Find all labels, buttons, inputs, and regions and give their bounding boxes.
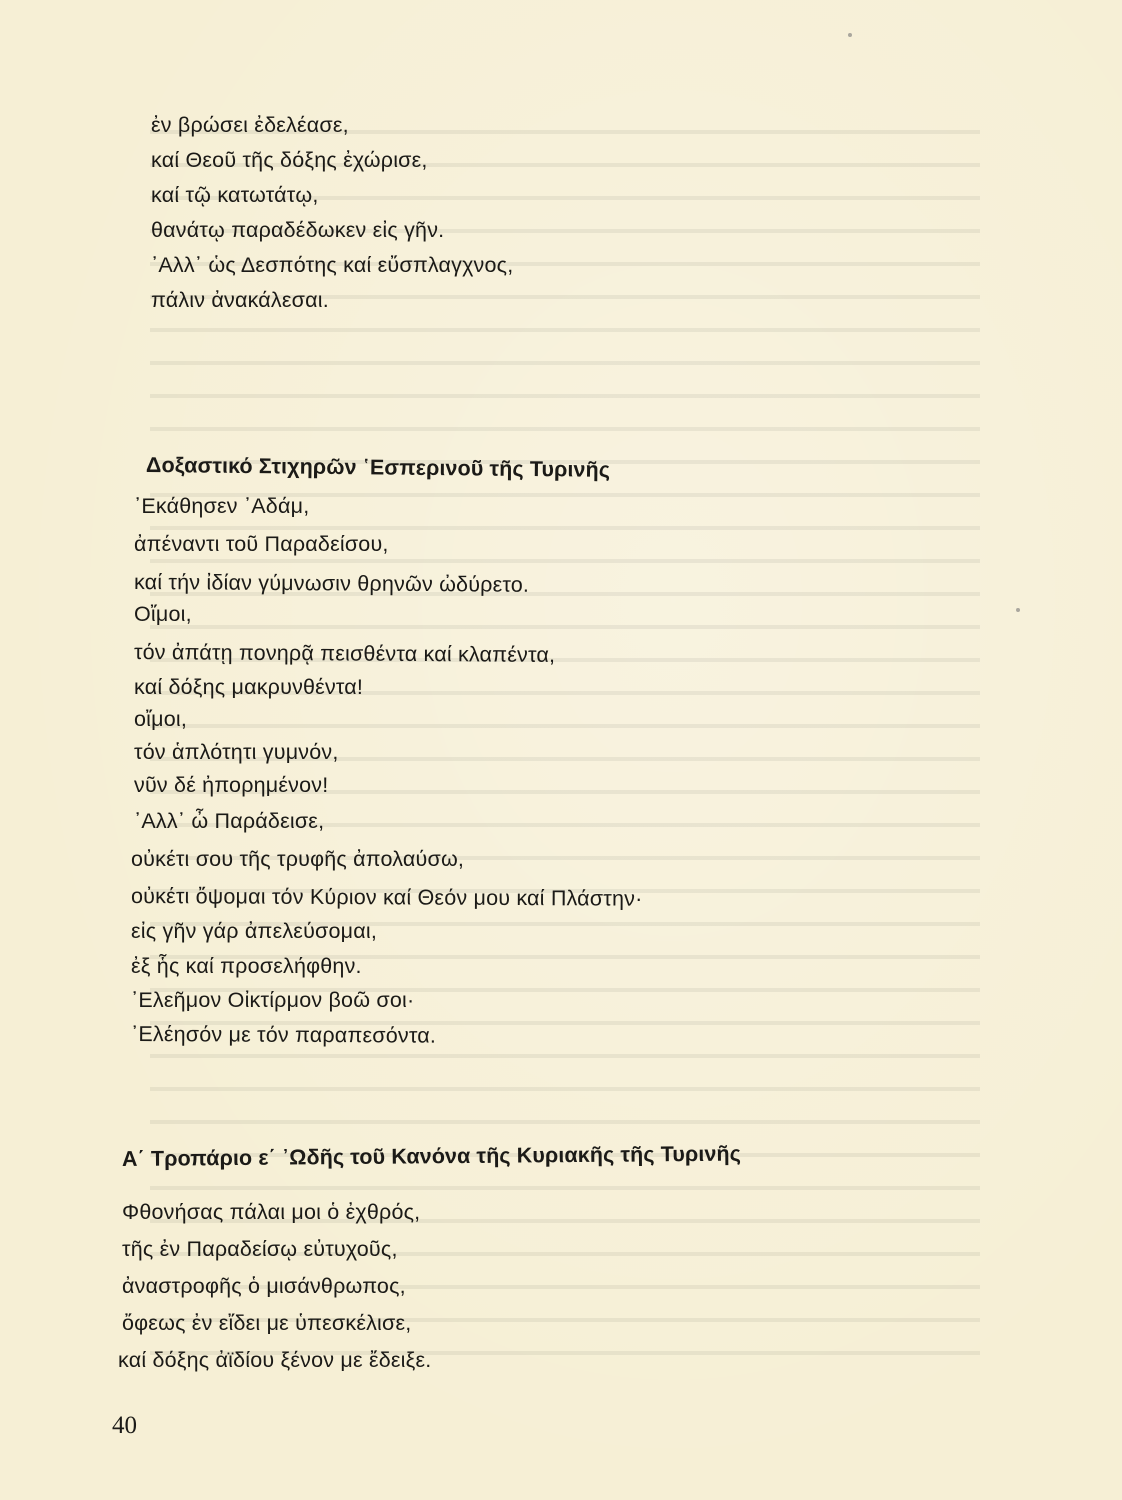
verse-line: ᾿Εκάθησεν ᾿Αδάμ, <box>134 494 310 518</box>
verse-line: οἴμοι, <box>134 707 188 731</box>
verse-line: Οἴμοι, <box>134 602 192 626</box>
verse-line: ᾿Ελεῆμον Οἰκτίρμον βοῶ σοι· <box>131 988 415 1012</box>
verse-line: θανάτῳ παραδέδωκεν εἰς γῆν. <box>151 218 445 242</box>
verse-line: καί δόξης ἀϊδίου ξένον με ἔδειξε. <box>118 1348 432 1372</box>
verse-line: τῆς ἐν Παραδείσῳ εὐτυχοῦς, <box>122 1237 398 1261</box>
verse-line: καί δόξης μακρυνθέντα! <box>134 675 364 699</box>
verse-line: οὐκέτι σου τῆς τρυφῆς ἀπολαύσω, <box>131 847 465 871</box>
paper-speck <box>848 33 852 37</box>
verse-line: ᾿Αλλ᾿ ὡς Δεσπότης καί εὔσπλαγχνος, <box>151 253 514 277</box>
verse-line: ᾿Ελέησόν με τόν παραπεσόντα. <box>130 1022 437 1048</box>
verse-line: τόν ἁπλότητι γυμνόν, <box>134 740 339 764</box>
verse-line: ᾿Αλλ᾿ ὦ Παράδεισε, <box>134 809 325 833</box>
verse-line: ἐξ ἧς καί προσελήφθην. <box>131 954 362 978</box>
page-number: 40 <box>112 1412 137 1439</box>
verse-line: ὄφεως ἐν εἴδει με ὑπεσκέλισε, <box>122 1311 412 1335</box>
verse-line: ἀπέναντι τοῦ Παραδείσου, <box>134 532 389 556</box>
verse-line: καί Θεοῦ τῆς δόξης ἐχώρισε, <box>151 148 428 172</box>
verse-line: καί τῷ κατωτάτῳ, <box>151 183 319 207</box>
verse-line: τόν ἀπάτῃ πονηρᾷ πεισθέντα καί κλαπέντα, <box>133 640 556 667</box>
paper-speck <box>1016 608 1020 612</box>
verse-line: εἰς γῆν γάρ ἀπελεύσομαι, <box>131 919 378 943</box>
section-heading: Δοξαστικό Στιχηρῶν ῾Εσπερινοῦ τῆς Τυρινῆς <box>145 453 611 482</box>
verse-line: ἐν βρώσει ἐδελέασε, <box>151 113 349 137</box>
verse-line: καί τήν ἰδίαν γύμνωσιν θρηνῶν ὠδύρετο. <box>133 570 530 597</box>
verse-line: Φθονήσας πάλαι μοι ὁ ἐχθρός, <box>122 1200 421 1224</box>
verse-line: ἀναστροφῆς ὁ μισάνθρωπος, <box>122 1274 406 1298</box>
verse-line: οὐκέτι ὄψομαι τόν Κύριον καί Θεόν μου καί Πλάστην· <box>130 884 643 911</box>
section-heading: Α΄ Τροπάριο ε΄ ᾿Ωδῆς τοῦ Κανόνα τῆς Κυριακῆς τῆς Τυρινῆς <box>121 1141 742 1171</box>
verse-line: πάλιν ἀνακάλεσαι. <box>151 288 329 312</box>
verse-line: νῦν δέ ἠπορημένον! <box>134 773 329 797</box>
